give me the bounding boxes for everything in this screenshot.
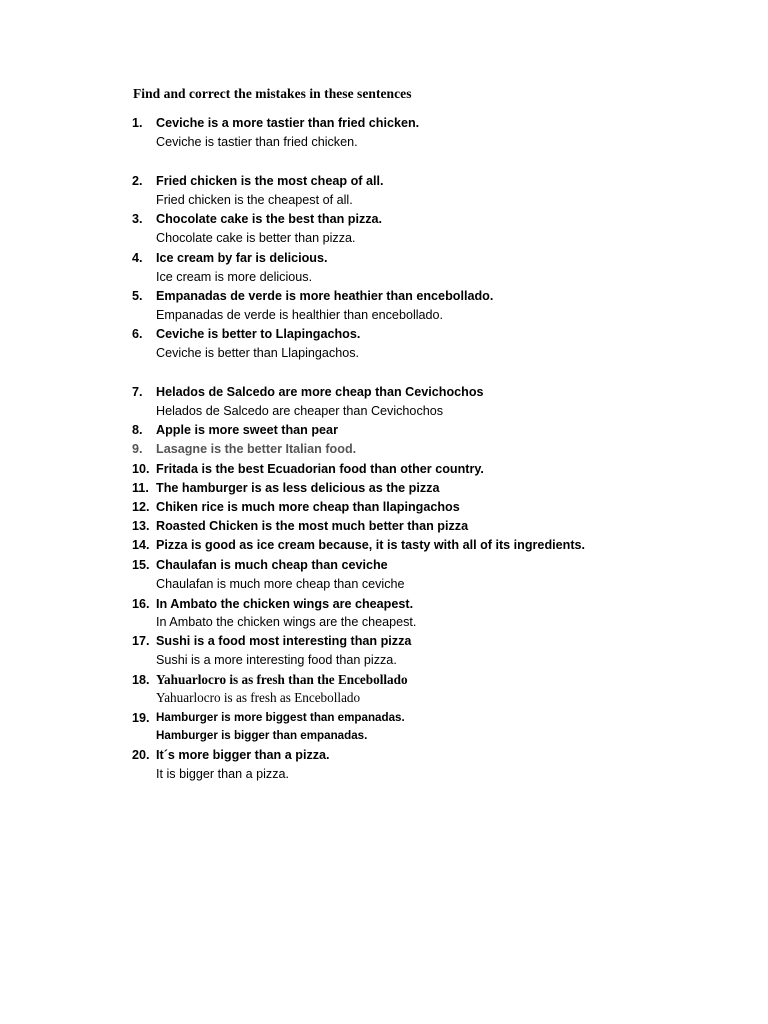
- item-number: 4.: [132, 251, 143, 265]
- item-question: Ceviche is better to Llapingachos.: [156, 327, 361, 341]
- item-question: Fritada is the best Ecuadorian food than other country.: [156, 462, 484, 476]
- item-question: Yahuarlocro is as fresh than the Encebollado: [156, 672, 408, 687]
- item-answer: In Ambato the chicken wings are the cheapest.: [156, 615, 417, 629]
- item-answer: Ceviche is better than Llapingachos.: [156, 346, 360, 360]
- item-answer: Empanadas de verde is healthier than encebollado.: [156, 308, 444, 322]
- item-question: In Ambato the chicken wings are cheapest.: [156, 597, 414, 611]
- item-question: Sushi is a food most interesting than pizza: [156, 634, 412, 648]
- item-number: 6.: [132, 327, 143, 341]
- item-number: 20.: [132, 748, 150, 762]
- item-question: Apple is more sweet than pear: [156, 423, 338, 437]
- item-question: It´s more bigger than a pizza.: [156, 748, 330, 762]
- item-answer: Chocolate cake is better than pizza.: [156, 231, 356, 245]
- worksheet-title: Find and correct the mistakes in these sentences: [133, 86, 412, 101]
- item-answer: Hamburger is bigger than empanadas.: [156, 729, 368, 742]
- item-question: Pizza is good as ice cream because, it is tasty with all of its ingredients.: [156, 538, 586, 552]
- item-number: 14.: [132, 538, 150, 552]
- item-answer: Chaulafan is much more cheap than ceviche: [156, 577, 405, 591]
- item-answer: Helados de Salcedo are cheaper than Cevichochos: [156, 404, 444, 418]
- item-number: 12.: [132, 500, 150, 514]
- item-number: 19.: [132, 711, 150, 725]
- item-number: 7.: [132, 385, 143, 399]
- item-number: 9.: [132, 442, 143, 456]
- item-question: Hamburger is more biggest than empanadas.: [156, 711, 405, 724]
- item-number: 8.: [132, 423, 143, 437]
- item-answer: Ceviche is tastier than fried chicken.: [156, 135, 358, 149]
- item-question: Ice cream by far is delicious.: [156, 251, 328, 265]
- item-number: 18.: [132, 673, 150, 687]
- item-number: 3.: [132, 212, 143, 226]
- item-question: Chocolate cake is the best than pizza.: [156, 212, 383, 226]
- item-answer: Ice cream is more delicious.: [156, 270, 313, 284]
- item-question: The hamburger is as less delicious as the pizza: [156, 481, 440, 495]
- item-question: Helados de Salcedo are more cheap than Cevichochos: [156, 385, 484, 399]
- item-number: 1.: [132, 116, 143, 130]
- item-answer: Fried chicken is the cheapest of all.: [156, 193, 353, 207]
- item-number: 17.: [132, 634, 150, 648]
- item-question: Empanadas de verde is more heathier than encebollado.: [156, 289, 494, 303]
- item-answer: It is bigger than a pizza.: [156, 767, 290, 781]
- item-number: 15.: [132, 558, 150, 572]
- item-question: Roasted Chicken is the most much better than pizza: [156, 519, 469, 533]
- item-number: 13.: [132, 519, 150, 533]
- item-answer: Sushi is a more interesting food than pizza.: [156, 653, 397, 667]
- item-number: 10.: [132, 462, 150, 476]
- item-question: Fried chicken is the most cheap of all.: [156, 174, 384, 188]
- item-number: 16.: [132, 597, 150, 611]
- item-answer: Yahuarlocro is as fresh as Encebollado: [156, 690, 361, 705]
- item-question: Chiken rice is much more cheap than llapingachos: [156, 500, 460, 514]
- item-question: Chaulafan is much cheap than ceviche: [156, 558, 388, 572]
- item-question: Lasagne is the better Italian food.: [156, 442, 357, 456]
- item-number: 2.: [132, 174, 143, 188]
- item-question: Ceviche is a more tastier than fried chicken.: [156, 116, 420, 130]
- item-number: 11.: [132, 481, 149, 495]
- item-number: 5.: [132, 289, 143, 303]
